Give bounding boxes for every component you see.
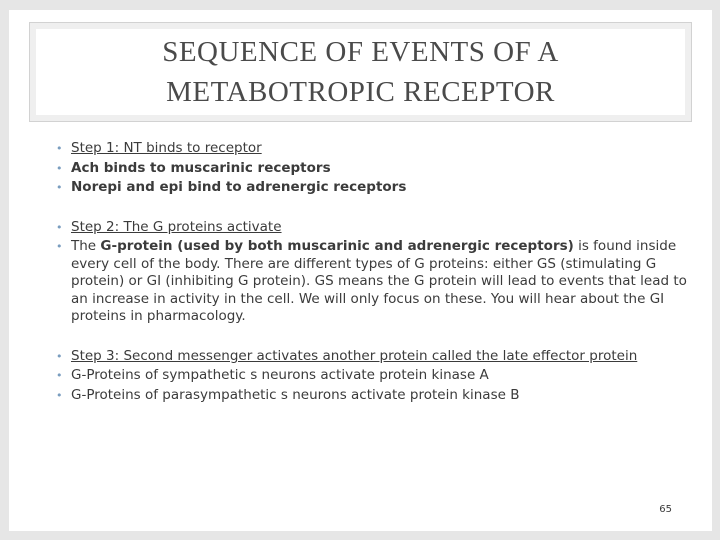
bullet-text: Norepi and epi bind to adrenergic receptors (71, 179, 407, 195)
bullet-icon: • (56, 142, 63, 155)
slide (9, 10, 712, 531)
bullet-item (56, 348, 696, 366)
bullet-icon: • (56, 349, 63, 363)
title-line-2: METABOTROPIC RECEPTOR (166, 76, 555, 108)
bullet-icon: • (56, 161, 63, 175)
page-number: 65 (659, 504, 672, 515)
bullet-text-post: is found inside every cell of the body. There are different types of G proteins: either GS (stimulating G protein) or GI (inhibiting G protein). GS means the G protein will lead to events that lead to an increase in activity in the cell. We will only focus on these. You will hear about the GI proteins in pharmacology. (71, 238, 687, 324)
bullet-item (56, 160, 696, 178)
step-1-heading: Step 1: NT binds to receptor (71, 140, 262, 156)
bullet-text-pre: The (71, 238, 101, 254)
bullet-icon: • (56, 181, 63, 194)
bullet-group-step-1 (56, 140, 696, 197)
title-box (29, 22, 692, 122)
bullet-icon: • (56, 220, 63, 234)
bullet-item (56, 179, 696, 197)
bullet-text-bold: G-protein (used by both muscarinic and adrenergic receptors) (100, 238, 574, 254)
bullet-item (56, 238, 696, 326)
bullet-group-step-3 (56, 348, 696, 405)
bullet-icon: • (56, 369, 63, 382)
slide-content (56, 140, 696, 426)
slide-title (162, 32, 559, 112)
bullet-item (56, 367, 696, 385)
bullet-text: Ach binds to muscarinic receptors (71, 159, 331, 176)
bullet-item (56, 387, 696, 405)
bullet-text: G-Proteins of parasympathetic s neurons activate protein kinase B (71, 386, 520, 403)
bullet-icon: • (56, 388, 63, 402)
bullet-text: G-Proteins of sympathetic s neurons activate protein kinase A (71, 367, 489, 383)
bullet-icon: • (56, 240, 63, 253)
step-3-heading: Step 3: Second messenger activates another protein called the late effector protein (71, 347, 638, 364)
bullet-group-step-2 (56, 219, 696, 326)
bullet-item (56, 140, 696, 158)
title-line-1: SEQUENCE OF EVENTS OF A (162, 36, 559, 68)
step-2-heading: Step 2: The G proteins activate (71, 218, 282, 235)
bullet-item (56, 219, 696, 237)
